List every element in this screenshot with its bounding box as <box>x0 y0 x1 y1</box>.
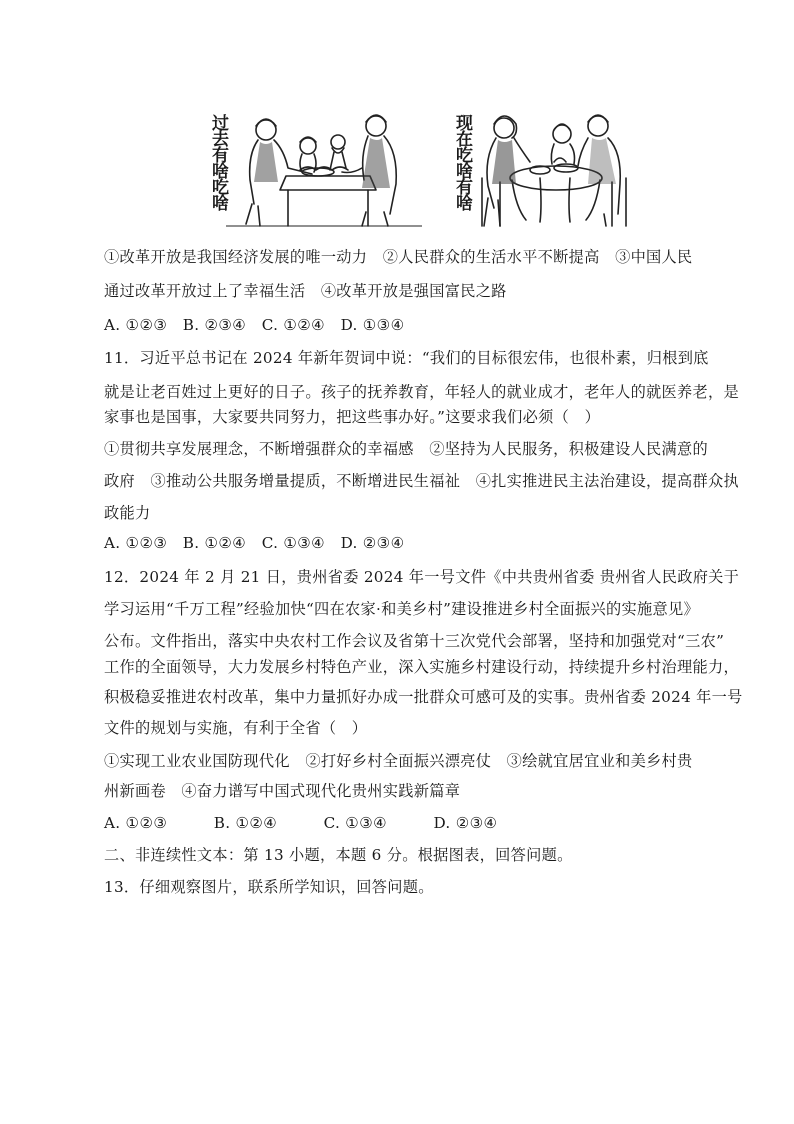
q12-stem-line-1: 12．2024 年 2 月 21 日，贵州省委 2024 年一号文件《中共贵州省委 贵州省人民政府关于 <box>104 568 740 586</box>
q13-stem: 13．仔细观察图片，联系所学知识，回答问题。 <box>104 878 434 896</box>
q12-options-line-2: 州新画卷 ④奋力谱写中国式现代化贵州实践新篇章 <box>104 782 461 800</box>
q10-options-line-2: 通过改革开放过上了幸福生活 ④改革开放是强国富民之路 <box>104 282 507 300</box>
q12-stem-line-5: 积极稳妥推进农村改革，集中力量抓好办成一批群众可感可及的实事。贵州省委 2024 年一号 <box>104 688 743 706</box>
q11-stem-line-2: 就是让老百姓过上更好的日子。孩子的抚养教育，年轻人的就业成才，老年人的就医养老，是 <box>104 383 739 401</box>
past-family-drawing <box>226 108 422 232</box>
q11-stem-line-1: 11．习近平总书记在 2024 年新年贺词中说：“我们的目标很宏伟，也很朴素，归根到底 <box>104 349 709 367</box>
illustration-now <box>446 108 628 232</box>
q12-options-line-1: ①实现工业农业国防现代化 ②打好乡村全面振兴漂亮仗 ③绘就宜居宜业和美乡村贵 <box>104 752 693 770</box>
now-caption: 现在吃啥有啥 <box>452 114 472 210</box>
q12-stem-line-2: 学习运用“千万工程”经验加快“四在农家·和美乡村”建设推进乡村全面振兴的实施意见》 <box>104 600 699 618</box>
q10-options-line-1: ①改革开放是我国经济发展的唯一动力 ②人民群众的生活水平不断提高 ③中国人民 <box>104 248 693 266</box>
q11-options-line-1: ①贯彻共享发展理念，不断增强群众的幸福感 ②坚持为人民服务，积极建设人民满意的 <box>104 440 709 458</box>
illustration-past <box>202 108 422 232</box>
section2-heading: 二、非连续性文本：第 13 小题，本题 6 分。根据图表，回答问题。 <box>104 846 573 864</box>
q11-answer-choices: A. ①②③ B. ①②④ C. ①③④ D. ②③④ <box>104 534 405 552</box>
q12-answer-choices: A. ①②③ B. ①②④ C. ①③④ D. ②③④ <box>104 814 498 832</box>
q12-stem-line-6: 文件的规划与实施，有利于全省（ ） <box>104 719 368 737</box>
q10-answer-choices: A. ①②③ B. ②③④ C. ①②④ D. ①③④ <box>104 316 405 334</box>
q12-stem-line-4: 工作的全面领导，大力发展乡村特色产业，深入实施乡村建设行动，持续提升乡村治理能力， <box>104 658 739 676</box>
q11-options-line-3: 政能力 <box>104 504 151 522</box>
now-family-drawing <box>470 108 628 232</box>
q11-stem-line-3: 家事也是国事，大家要共同努力，把这些事办好。”这要求我们必须（ ） <box>104 408 601 426</box>
q11-options-line-2: 政府 ③推动公共服务增量提质，不断增进民生福祉 ④扎实推进民主法治建设，提高群众执 <box>104 472 739 490</box>
q12-stem-line-3: 公布。文件指出，落实中央农村工作会议及省第十三次党代会部署，坚持和加强党对“三农” <box>104 632 725 650</box>
past-caption: 过去有啥吃啥 <box>208 114 228 210</box>
